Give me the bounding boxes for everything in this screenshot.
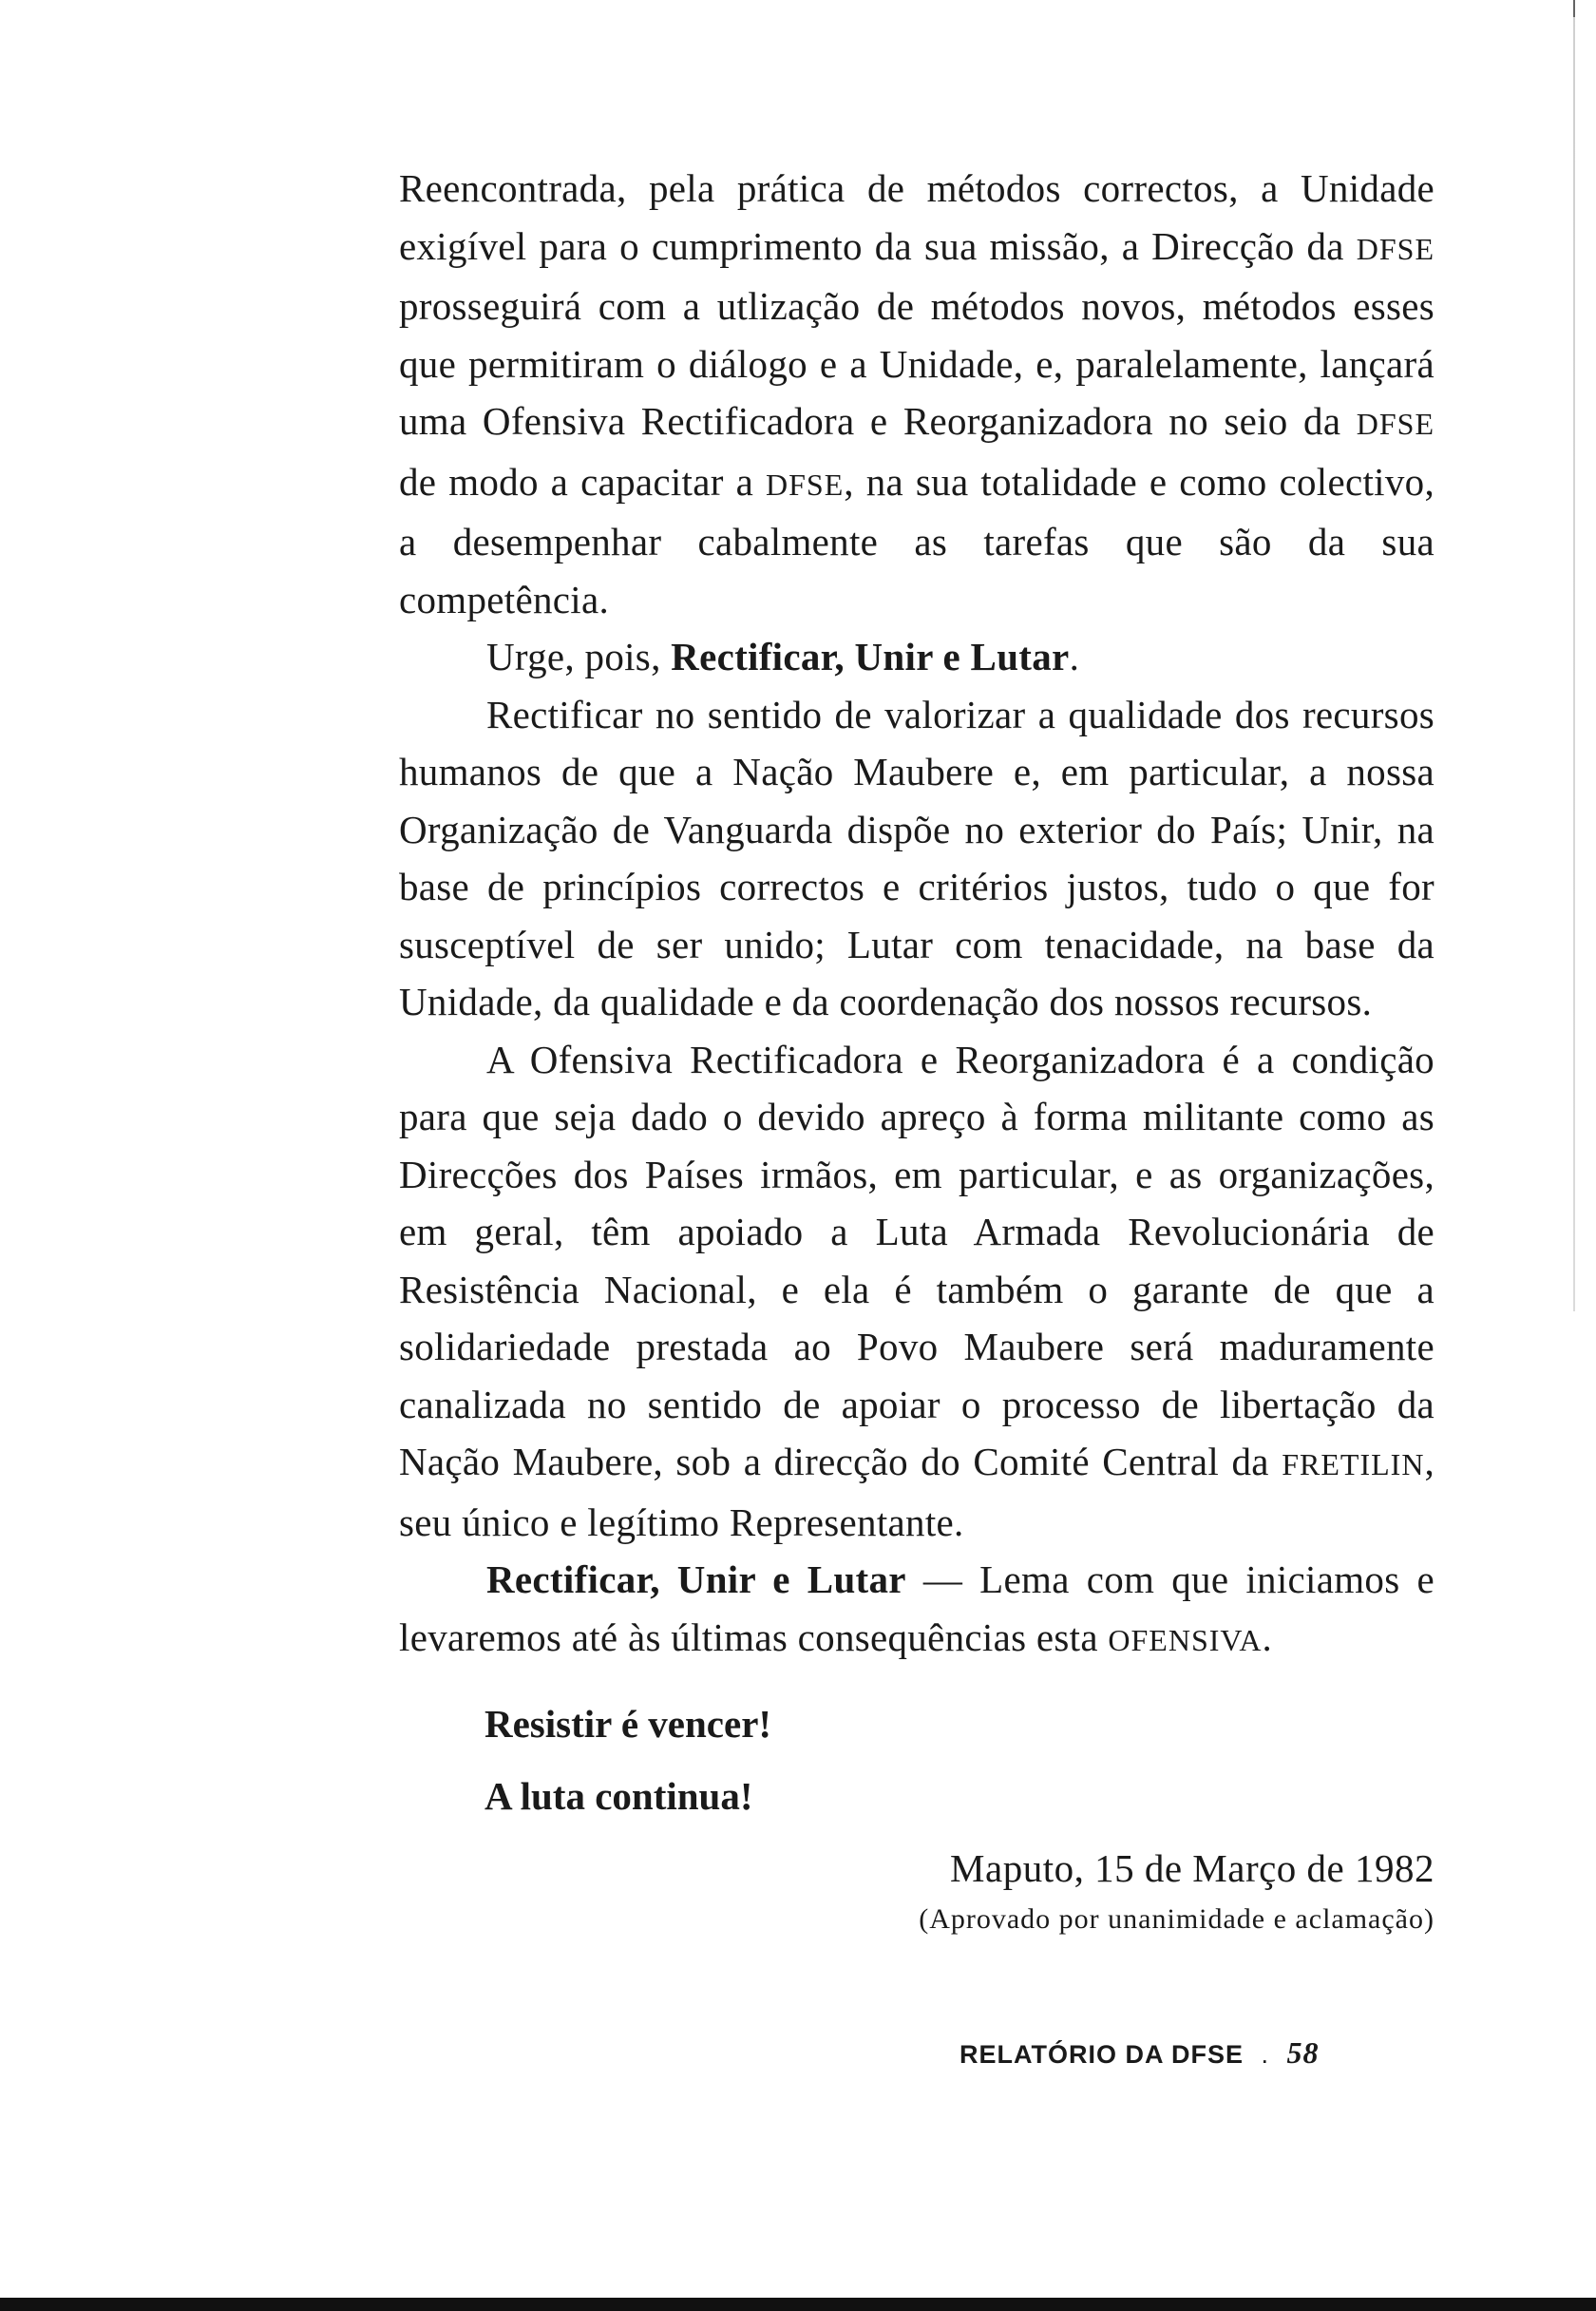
page-footer (960, 2035, 1320, 2071)
text-run: de modo a capacitar a (399, 459, 766, 504)
text-run: . (1262, 1614, 1273, 1659)
approval-note: (Aprovado por unanimidade e aclamação) (919, 1903, 1434, 1935)
text-run: , na sua totalidade e como colectivo, a desempenhar cabalmente as tarefas que são da sua competência. (399, 459, 1434, 621)
paragraph (399, 1551, 1434, 1669)
paragraph (399, 160, 1434, 628)
body-text (399, 160, 1434, 1669)
acronym: FRETILIN (1282, 1447, 1425, 1481)
text-run: Reencontrada, pela prática de métodos correctos, a Unidade exigível para o cumprimento da sua missão, a Direcção da (399, 166, 1434, 268)
slogans (484, 1688, 771, 1832)
slogan-resistir: Resistir é vencer! (484, 1702, 772, 1746)
text-run: , seu único e legítimo Representante. (399, 1440, 1434, 1544)
scan-edge-bottom (0, 2298, 1596, 2311)
slogan-luta: A luta continua! (484, 1774, 753, 1818)
text-run: A Ofensiva Rectificadora e Reorganizadora é a condição para que seja dado o devido apreço à forma militante como as Direcções dos Países irmãos, em particular, e as organizações, em geral, têm apoiado a Luta Armada Revolucionária de Resistência Nacional, e ela é também o garante de que a solidariedade prestada ao Povo Maubere será maduramente canalizada no sentido de apoiar o processo de libertação da Nação Maubere, sob a direcção do Comité Central da (399, 1037, 1434, 1483)
text-run: Urge, pois, (486, 635, 672, 678)
signoff (919, 1840, 1434, 1942)
text-run: Rectificar no sentido de valorizar a qualidade dos recursos humanos de que a Nação Maubere e, em particular, a nossa Organização de Vanguarda dispõe no exterior do País; Unir, na base de princípios correctos e critérios justos, tudo o que for susceptível de ser unido; Lutar com tenacidade, na base da Unidade, da qualidade e da coordenação dos nossos recursos. (399, 692, 1434, 1023)
text-run: prosseguirá com a utlização de métodos novos, métodos esses que permitiram o diálogo e a Unidade, e, paralelamente, lançará uma Ofensiva Rectificadora e Reorganizadora no seio da (399, 284, 1434, 443)
text-run: — Lema com que iniciamos e levaremos até às últimas consequências esta (399, 1557, 1434, 1659)
bold-phrase: Rectificar, Unir e Lutar (671, 635, 1070, 678)
paragraph (399, 686, 1434, 1031)
acronym: DFSE (1356, 407, 1434, 441)
paragraph (399, 1031, 1434, 1552)
acronym: DFSE (1356, 231, 1434, 266)
place-date: Maputo, 15 de Março de 1982 (950, 1846, 1434, 1890)
acronym: DFSE (766, 467, 845, 502)
scan-edge-right (1573, 0, 1575, 1311)
footer-separator: . (1261, 2040, 1270, 2069)
running-title: RELATÓRIO DA DFSE (960, 2040, 1244, 2069)
page-number: 58 (1286, 2035, 1320, 2070)
bold-phrase: Rectificar, Unir e Lutar (486, 1557, 906, 1601)
acronym: OFENSIVA (1108, 1622, 1263, 1657)
paragraph (399, 628, 1434, 686)
text-run: . (1069, 635, 1080, 678)
